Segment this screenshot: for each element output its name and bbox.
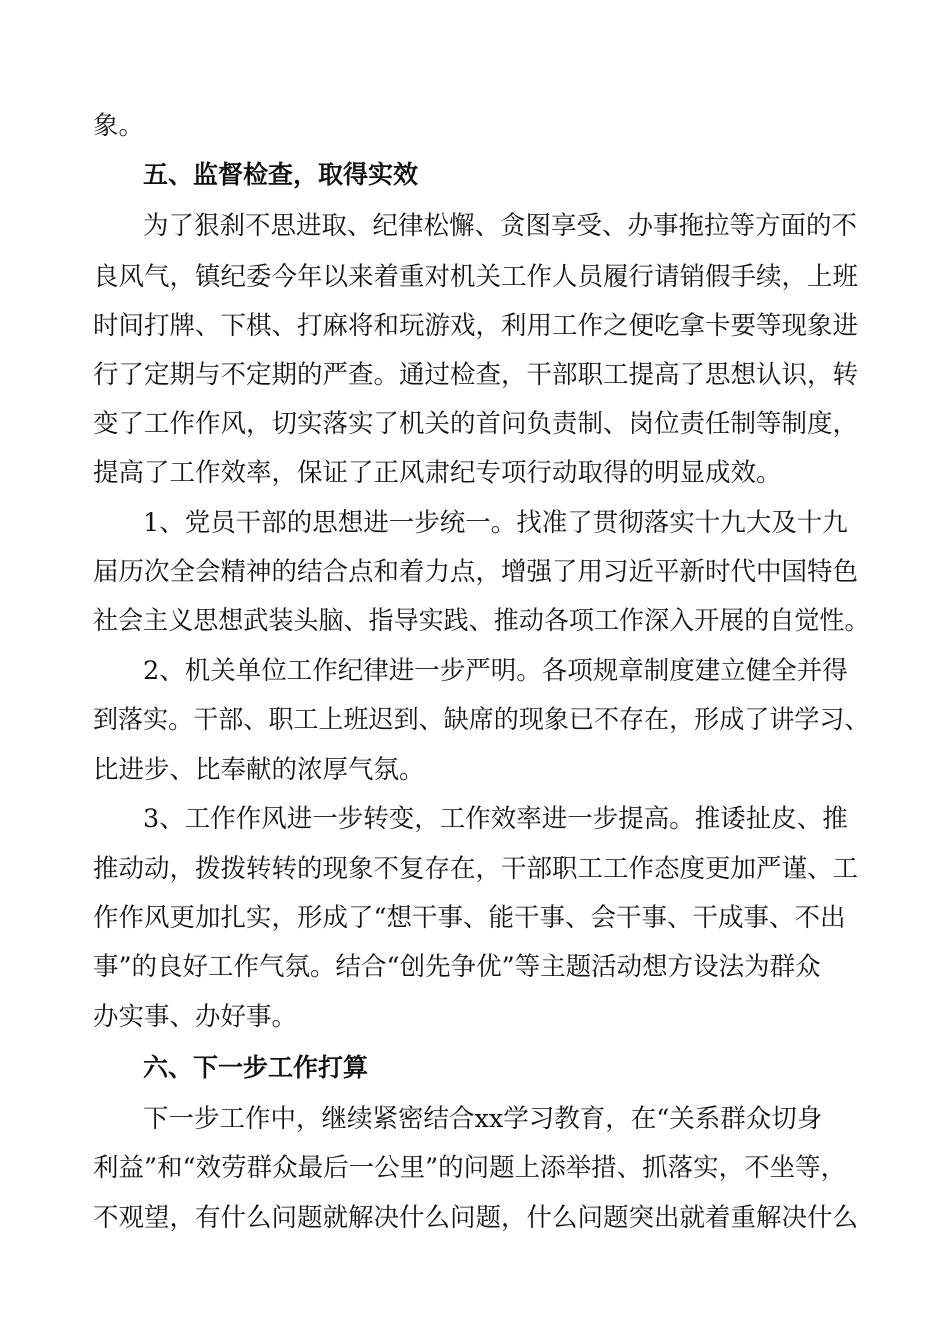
section-heading-5: 五、监督检查，取得实效 (143, 160, 419, 189)
paragraph-line: 象。 (93, 111, 145, 141)
section-heading-6: 六、下一步工作打算 (143, 1053, 369, 1082)
paragraph-line: 变了工作作风，切实落实了机关的首问负责制、岗位责任制等制度， (93, 409, 859, 439)
paragraph-line: 2、机关单位工作纪律进一步严明。各项规章制度建立健全并得 (143, 656, 848, 686)
paragraph-line: 提高了工作效率，保证了正风肃纪专项行动取得的明显成效。 (93, 458, 782, 488)
paragraph-line: 利益”和“效劳群众最后一公里”的问题上添举措、抓落实，不坐等， (93, 1153, 847, 1183)
paragraph-line: 不观望，有什么问题就解决什么问题，什么问题突出就着重解决什么 (93, 1203, 859, 1233)
paragraph-line: 1、党员干部的思想进一步统一。找准了贯彻落实十九大及十九 (143, 508, 848, 538)
paragraph-line: 良风气，镇纪委今年以来着重对机关工作人员履行请销假手续，上班 (93, 262, 859, 292)
paragraph-line: 事”的良好工作气氛。结合“创先争优”等主题活动想方设法为群众 (93, 952, 821, 982)
paragraph-line: 届历次全会精神的结合点和着力点，增强了用习近平新时代中国特色 (93, 557, 859, 587)
paragraph-line: 作作风更加扎实，形成了“想干事、能干事、会干事、干成事、不出 (93, 903, 846, 933)
paragraph-line: 行了定期与不定期的严查。通过检查，干部职工提高了思想认识，转 (93, 360, 859, 390)
paragraph-line: 为了狠刹不思进取、纪律松懈、贪图享受、办事拖拉等方面的不 (143, 211, 858, 241)
paragraph-line: 下一步工作中，继续紧密结合xx学习教育，在“关系群众切身 (143, 1104, 823, 1134)
paragraph-line: 时间打牌、下棋、打麻将和玩游戏，利用工作之便吃拿卡要等现象进 (93, 311, 859, 341)
paragraph-line: 3、工作作风进一步转变，工作效率进一步提高。推诿扯皮、推 (143, 804, 848, 834)
paragraph-line: 到落实。干部、职工上班迟到、缺席的现象已不存在，形成了讲学习、 (93, 705, 870, 735)
paragraph-line: 社会主义思想武装头脑、指导实践、推动各项工作深入开展的自觉性。 (93, 606, 870, 636)
paragraph-line: 比进步、比奉献的浓厚气氛。 (93, 755, 425, 785)
paragraph-line: 推动动，拨拨转转的现象不复存在，干部职工工作态度更加严谨、工 (93, 854, 859, 884)
paragraph-line: 办实事、办好事。 (93, 1002, 298, 1032)
